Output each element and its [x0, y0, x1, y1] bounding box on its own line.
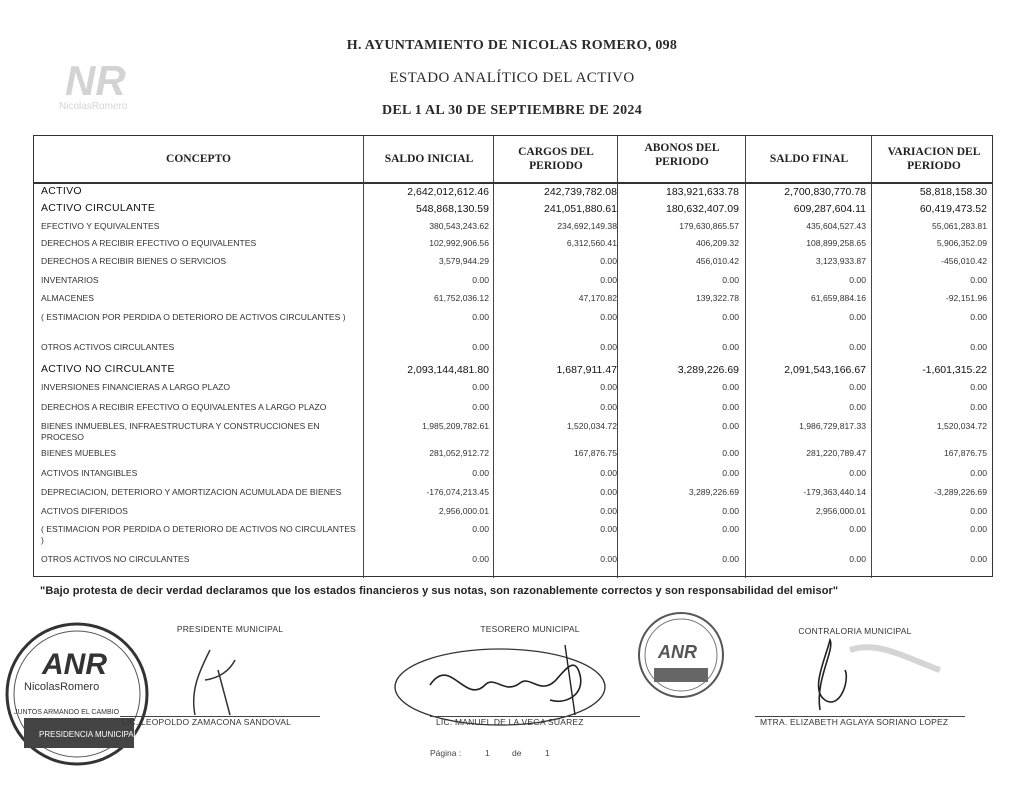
- cell-variacion: -3,289,226.69: [933, 487, 987, 497]
- cell-saldo-final: -179,363,440.14: [803, 487, 866, 497]
- cell-cargos: 0.00: [600, 256, 617, 266]
- cell-abonos: 0.00: [722, 312, 739, 322]
- cell-saldo-final: 61,659,884.16: [811, 293, 866, 303]
- seal-logo-text: ANR: [658, 642, 697, 662]
- cell-saldo-inicial: 102,992,906.56: [429, 238, 489, 248]
- cell-concepto: EFECTIVO Y EQUIVALENTES: [41, 221, 160, 231]
- cell-variacion: 0.00: [970, 312, 987, 322]
- cell-concepto: BIENES INMUEBLES, INFRAESTRUCTURA Y CONSTRUCCIONES EN PROCESO: [41, 421, 320, 442]
- cell-variacion: 0.00: [970, 382, 987, 392]
- cell-abonos: 0.00: [722, 448, 739, 458]
- cell-saldo-final: 0.00: [849, 342, 866, 352]
- tesoreria-seal: [636, 610, 726, 700]
- cell-variacion: -456,010.42: [941, 256, 987, 266]
- cell-concepto: ACTIVO NO CIRCULANTE: [41, 363, 175, 375]
- cell-cargos: 0.00: [600, 554, 617, 564]
- table-header: [34, 136, 992, 184]
- cell-saldo-inicial: 0.00: [472, 275, 489, 285]
- header-saldo-inicial: SALDO INICIAL: [384, 153, 474, 165]
- cell-cargos: 0.00: [600, 468, 617, 478]
- seal-office: PRESIDENCIA MUNICIPAL: [39, 730, 138, 739]
- cell-concepto: ACTIVO CIRCULANTE: [41, 202, 156, 214]
- cell-concepto: DEPRECIACION, DETERIORO Y AMORTIZACION ACUMULADA DE BIENES: [41, 487, 342, 497]
- cell-saldo-inicial: 281,052,912.72: [429, 448, 489, 458]
- cell-saldo-inicial: 0.00: [472, 402, 489, 412]
- cell-abonos: 180,632,407.09: [666, 203, 739, 215]
- signature-title-presidente: PRESIDENTE MUNICIPAL: [176, 624, 284, 634]
- column-divider: [493, 136, 494, 578]
- cell-saldo-inicial: 0.00: [472, 342, 489, 352]
- cell-saldo-inicial: 2,956,000.01: [438, 506, 489, 516]
- cell-variacion: 60,419,473.52: [919, 203, 987, 215]
- cell-saldo-final: 435,604,527.43: [806, 221, 866, 231]
- cell-concepto: DERECHOS A RECIBIR BIENES O SERVICIOS: [41, 256, 227, 266]
- page-number: 1: [485, 748, 490, 758]
- cell-variacion: 0.00: [970, 275, 987, 285]
- cell-abonos: 406,209.32: [695, 238, 739, 248]
- cell-saldo-inicial: -176,074,213.45: [426, 487, 489, 497]
- cell-cargos: 1,687,911.47: [556, 364, 617, 376]
- cell-abonos: 0.00: [722, 342, 739, 352]
- cell-cargos: 0.00: [600, 275, 617, 285]
- cell-variacion: -1,601,315.22: [922, 364, 987, 376]
- cell-saldo-inicial: 380,543,243.62: [429, 221, 489, 231]
- cell-saldo-inicial: 2,093,144,481.80: [407, 364, 489, 376]
- cell-abonos: 0.00: [722, 421, 739, 431]
- cell-concepto: ACTIVOS DIFERIDOS: [41, 506, 128, 516]
- cell-abonos: 0.00: [722, 524, 739, 534]
- signature-name-tesorero: LIC. MANUEL DE LA VEGA SUAREZ: [436, 717, 584, 727]
- cell-abonos: 0.00: [722, 554, 739, 564]
- assets-table: [33, 135, 993, 577]
- cell-concepto: INVERSIONES FINANCIERAS A LARGO PLAZO: [41, 382, 231, 392]
- cell-cargos: 242,739,782.08: [544, 186, 617, 198]
- cell-cargos: 0.00: [600, 382, 617, 392]
- cell-cargos: 0.00: [600, 402, 617, 412]
- cell-saldo-final: 3,123,933.87: [815, 256, 866, 266]
- header-variacion: VARIACION DEL PERIODO: [887, 146, 981, 172]
- cell-abonos: 3,289,226.69: [677, 364, 739, 376]
- cell-saldo-final: 2,700,830,770.78: [784, 186, 866, 198]
- cell-saldo-inicial: 548,868,130.59: [416, 203, 489, 215]
- column-divider: [363, 136, 364, 578]
- cell-saldo-inicial: 2,642,012,612.46: [407, 186, 489, 198]
- signature-title-contraloria: CONTRALORIA MUNICIPAL: [798, 626, 912, 636]
- cell-saldo-final: 0.00: [849, 468, 866, 478]
- seal-logo-text: ANR: [42, 648, 107, 681]
- cell-abonos: 0.00: [722, 506, 739, 516]
- cell-abonos: 456,010.42: [695, 256, 739, 266]
- disclaimer-note: "Bajo protesta de decir verdad declaramos que los estados financieros y sus notas, son razonablemente correctos y son responsabilidad del emisor": [40, 585, 839, 597]
- cell-cargos: 241,051,880.61: [544, 203, 617, 215]
- cell-abonos: 3,289,226.69: [688, 487, 739, 497]
- cell-saldo-final: 0.00: [849, 275, 866, 285]
- cell-saldo-inicial: 0.00: [472, 468, 489, 478]
- entity-title: H. AYUNTAMIENTO DE NICOLAS ROMERO, 098: [346, 38, 678, 53]
- cell-cargos: 47,170.82: [578, 293, 617, 303]
- cell-concepto: BIENES MUEBLES: [41, 448, 116, 458]
- cell-saldo-final: 0.00: [849, 402, 866, 412]
- cell-cargos: 0.00: [600, 487, 617, 497]
- cell-cargos: 6,312,560.41: [566, 238, 617, 248]
- cell-cargos: 167,876.75: [573, 448, 617, 458]
- page-label: Página :: [430, 748, 462, 758]
- cell-abonos: 179,630,865.57: [679, 221, 739, 231]
- cell-cargos: 234,692,149.38: [557, 221, 617, 231]
- cell-variacion: 0.00: [970, 554, 987, 564]
- cell-cargos: 0.00: [600, 312, 617, 322]
- cell-abonos: 0.00: [722, 275, 739, 285]
- logo-subtitle: NicolasRomero: [59, 101, 128, 112]
- cell-abonos: 0.00: [722, 468, 739, 478]
- cell-abonos: 0.00: [722, 382, 739, 392]
- cell-saldo-inicial: 0.00: [472, 554, 489, 564]
- column-divider: [617, 136, 618, 578]
- cell-variacion: 1,520,034.72: [936, 421, 987, 431]
- logo-text: NR: [65, 57, 126, 104]
- signature-name-contraloria: MTRA. ELIZABETH AGLAYA SORIANO LOPEZ: [760, 717, 949, 727]
- signature-name-presidente: LIC. LEOPOLDO ZAMACONA SANDOVAL: [122, 717, 292, 727]
- cell-variacion: -92,151.96: [945, 293, 987, 303]
- seal-brand: NicolasRomero: [24, 681, 100, 693]
- page-total: 1: [545, 748, 550, 758]
- cell-saldo-inicial: 0.00: [472, 524, 489, 534]
- cell-variacion: 0.00: [970, 468, 987, 478]
- seal-motto: JUNTOS ARMANDO EL CAMBIO: [14, 709, 120, 716]
- cell-saldo-final: 0.00: [849, 382, 866, 392]
- cell-saldo-final: 108,899,258.65: [806, 238, 866, 248]
- cell-saldo-final: 2,091,543,166.67: [784, 364, 866, 376]
- cell-saldo-inicial: 1,985,209,782.61: [422, 421, 489, 431]
- cell-variacion: 0.00: [970, 524, 987, 534]
- cell-cargos: 1,520,034.72: [566, 421, 617, 431]
- page-of-label: de: [512, 748, 522, 758]
- cell-saldo-inicial: 61,752,036.12: [434, 293, 489, 303]
- header-concepto: CONCEPTO: [166, 153, 231, 165]
- report-period: DEL 1 AL 30 DE SEPTIEMBRE DE 2024: [381, 103, 642, 118]
- cell-saldo-final: 0.00: [849, 524, 866, 534]
- cell-cargos: 0.00: [600, 342, 617, 352]
- report-title: ESTADO ANALÍTICO DEL ACTIVO: [389, 70, 635, 86]
- cell-saldo-final: 0.00: [849, 554, 866, 564]
- cell-concepto: DERECHOS A RECIBIR EFECTIVO O EQUIVALENTES: [41, 238, 257, 248]
- cell-concepto: INVENTARIOS: [41, 275, 99, 285]
- cell-saldo-final: 1,986,729,817.33: [799, 421, 866, 431]
- cell-concepto: ACTIVO: [41, 185, 82, 197]
- cell-saldo-inicial: 3,579,944.29: [438, 256, 489, 266]
- cell-variacion: 55,061,283.81: [932, 221, 987, 231]
- cell-variacion: 167,876.75: [943, 448, 987, 458]
- header-saldo-final: SALDO FINAL: [769, 153, 849, 165]
- cell-concepto: ( ESTIMACION POR PERDIDA O DETERIORO DE ACTIVOS CIRCULANTES ): [41, 312, 346, 322]
- cell-saldo-inicial: 0.00: [472, 382, 489, 392]
- cell-saldo-final: 2,956,000.01: [815, 506, 866, 516]
- cell-variacion: 5,906,352.09: [936, 238, 987, 248]
- header-cargos: CARGOS DEL PERIODO: [518, 146, 594, 172]
- cell-variacion: 0.00: [970, 506, 987, 516]
- cell-saldo-final: 609,287,604.11: [793, 203, 866, 215]
- cell-saldo-final: 281,220,789.47: [806, 448, 866, 458]
- signature-contraloria: [790, 620, 950, 720]
- cell-variacion: 0.00: [970, 402, 987, 412]
- cell-cargos: 0.00: [600, 524, 617, 534]
- cell-saldo-final: 0.00: [849, 312, 866, 322]
- header-abonos: ABONOS DEL PERIODO: [644, 142, 720, 168]
- cell-variacion: 58,818,158.30: [919, 186, 987, 198]
- signature-presidente: [160, 640, 280, 720]
- cell-saldo-inicial: 0.00: [472, 312, 489, 322]
- signature-title-tesorero: TESORERO MUNICIPAL: [480, 624, 580, 634]
- cell-concepto: DERECHOS A RECIBIR EFECTIVO O EQUIVALENTES A LARGO PLAZO: [41, 402, 327, 412]
- cell-concepto: OTROS ACTIVOS NO CIRCULANTES: [41, 554, 190, 564]
- cell-concepto: ( ESTIMACION POR PERDIDA O DETERIORO DE ACTIVOS NO CIRCULANTES ): [41, 524, 356, 545]
- cell-abonos: 183,921,633.78: [666, 186, 739, 198]
- cell-concepto: ACTIVOS INTANGIBLES: [41, 468, 138, 478]
- cell-concepto: OTROS ACTIVOS CIRCULANTES: [41, 342, 175, 352]
- cell-abonos: 139,322.78: [695, 293, 739, 303]
- presidencia-seal: [2, 612, 162, 772]
- cell-variacion: 0.00: [970, 342, 987, 352]
- cell-abonos: 0.00: [722, 402, 739, 412]
- cell-cargos: 0.00: [600, 506, 617, 516]
- cell-concepto: ALMACENES: [41, 293, 95, 303]
